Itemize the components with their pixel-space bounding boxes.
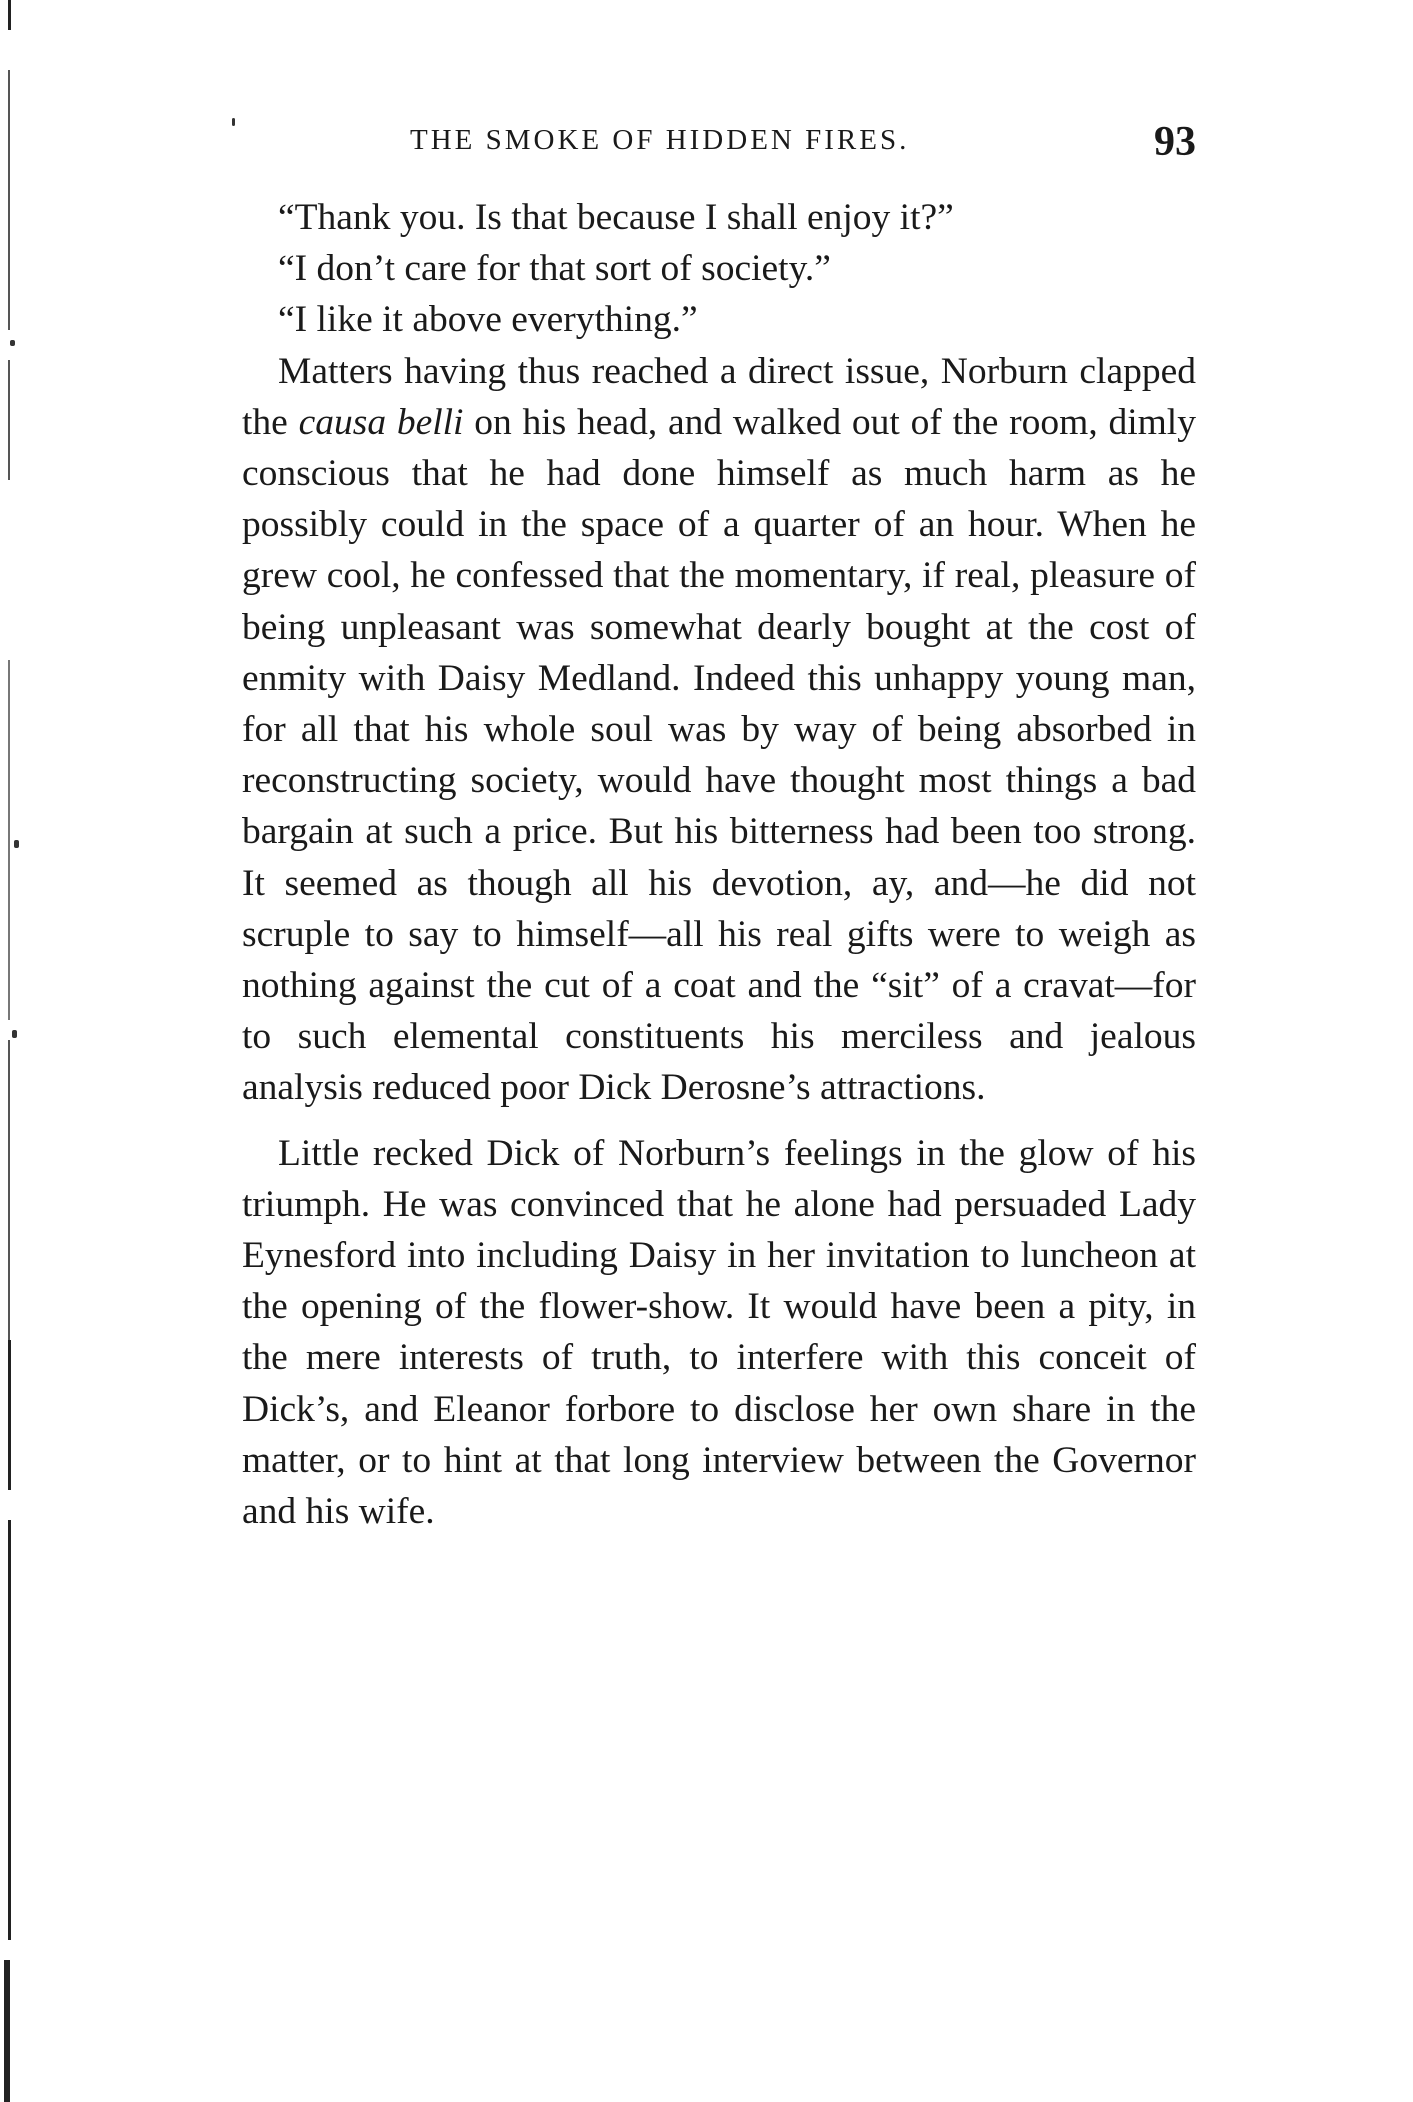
scan-speck xyxy=(232,118,235,126)
paragraph xyxy=(242,346,1196,1114)
scan-gutter-line xyxy=(8,1040,10,1340)
dialogue-line: “Thank you. Is that because I shall enjoy it?” xyxy=(278,197,954,238)
scan-gutter-line xyxy=(8,0,11,30)
paragraph-text: Matters having thus reached a direct issue, Norburn clapped the xyxy=(242,350,1196,443)
scan-gutter-line xyxy=(4,1960,10,2102)
body-text xyxy=(242,192,1196,1537)
scan-gutter-line xyxy=(8,1340,11,1490)
scan-speck xyxy=(10,340,15,346)
scan-speck xyxy=(12,1030,17,1038)
scan-gutter-line xyxy=(8,660,10,1020)
italic-phrase: causa belli xyxy=(298,401,464,443)
paragraph-text: on his head, and walked out of the room, dimly conscious that he had done himself as much harm as he possibly could in the space of a quarter of an hour. When he grew cool, he confessed that the momentary, if real, pleasure of being unpleasant was somewhat dearly bought at the cost of enmity with Daisy Medland. Indeed this unhappy young man, for all that his whole soul was by way of being absorbed in reconstructing society, would have thought most things a bad bargain at such a price. But his bitterness had been too strong. It seemed as though all his devotion, ay, and—he did not scruple to say to himself—all his real gifts were to weigh as nothing against the cut of a coat and the “sit” of a cravat—for to such elemental constituents his merciless and jealous analysis reduced poor Dick Derosne’s attractions. xyxy=(242,401,1196,1109)
dialogue-line: “I like it above everything.” xyxy=(278,299,698,341)
scan-gutter-line xyxy=(8,70,10,330)
scan-gutter-line xyxy=(8,360,10,480)
scan-speck xyxy=(14,840,19,848)
running-title: THE SMOKE OF HIDDEN FIRES. xyxy=(410,124,910,156)
scan-gutter-line xyxy=(8,1520,11,1940)
dialogue-line: “I don’t care for that sort of society.” xyxy=(278,248,831,290)
page-number: 93 xyxy=(1154,119,1196,165)
running-head xyxy=(242,119,1196,168)
paragraph: Little recked Dick of Norburn’s feelings in the glow of his triumph. He was convinced that he alone had persuaded Lady Eynesford into including Daisy in her invitation to luncheon at the opening of the flower-show. It would have been a pity, in the mere interests of truth, to interfere with this conceit of Dick’s, and Eleanor forbore to disclose her own share in the matter, or to hint at that long interview between the Governor and his wife. xyxy=(242,1132,1196,1533)
